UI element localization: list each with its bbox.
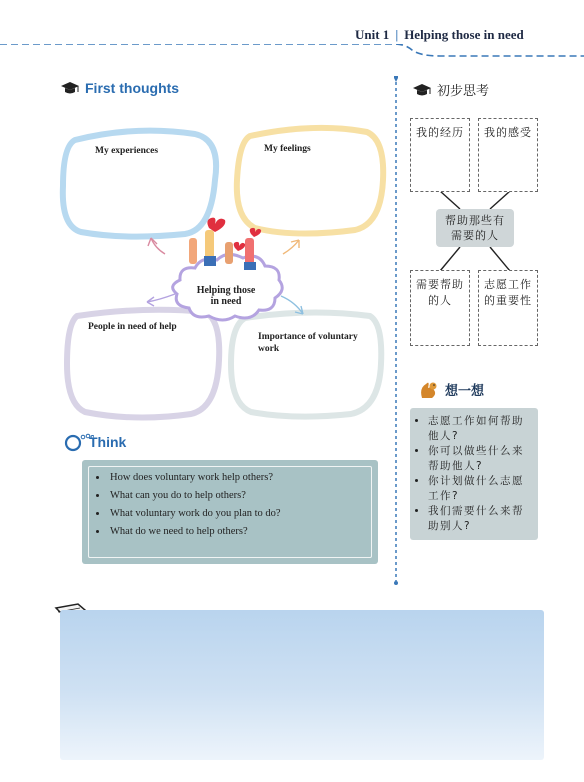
cn-think-title: 想一想: [445, 383, 485, 399]
think-question-4: • What do we need to help others?: [108, 526, 281, 537]
cn-people-line1: 需要帮助: [416, 278, 464, 291]
think-question-list: [94, 472, 281, 544]
squirrel-icon: [418, 378, 440, 400]
importance-label-line2: work: [258, 344, 280, 354]
think-question-1: • How does voluntary work help others?: [108, 472, 281, 483]
experiences-label: My experiences: [95, 146, 159, 156]
center-label-line2: in need: [210, 296, 242, 307]
mind-map: [55, 120, 395, 430]
arrow-to-people: [147, 294, 175, 302]
cn-center-box: [436, 209, 514, 247]
cn-experience-box: 我的经历: [410, 118, 470, 192]
feelings-label: My feelings: [264, 144, 311, 154]
cn-think-question-4: • 我们需要什么来帮助别人?: [428, 504, 534, 533]
graduation-cap-icon: [60, 80, 80, 96]
cn-think-questions-box: [410, 408, 538, 540]
header-dashed-line: [0, 44, 584, 74]
cn-center-line2: 需要的人: [451, 229, 499, 242]
arrow-to-feelings: [283, 240, 299, 254]
cn-importance-line2: 的重要性: [484, 294, 532, 307]
cn-importance-line1: 志愿工作: [484, 278, 532, 291]
think-questions-box: [82, 460, 378, 564]
think-question-2: • What can you do to help others?: [108, 490, 281, 501]
cn-center-line1: 帮助那些有: [445, 214, 505, 227]
unit-title-text: Helping those in need: [404, 27, 524, 42]
cn-first-thoughts-heading: [412, 80, 489, 99]
graduation-cap-icon: [412, 82, 432, 98]
importance-label-line1: Importance of voluntary: [258, 332, 358, 342]
think-heading: [64, 432, 126, 452]
first-thoughts-heading: [60, 80, 179, 96]
cn-think-question-2: • 你可以做些什么来帮助他人?: [428, 444, 534, 473]
cn-people-box: [410, 270, 470, 346]
people-label: People in need of help: [88, 322, 177, 332]
cn-first-thoughts-title: 初步思考: [437, 84, 490, 99]
column-divider: [394, 76, 398, 586]
cn-importance-box: [478, 270, 538, 346]
writing-area[interactable]: [60, 610, 544, 760]
center-label: [186, 285, 266, 307]
unit-heading: [355, 27, 524, 43]
importance-bubble: [231, 312, 381, 416]
unit-separator: |: [395, 27, 399, 42]
first-thoughts-title: First thoughts: [85, 80, 180, 96]
think-question-3: • What voluntary work do you plan to do?: [108, 508, 281, 519]
cn-think-question-3: • 你计划做什么志愿工作?: [428, 474, 534, 503]
cn-feeling-box: 我的感受: [478, 118, 538, 192]
cn-people-line2: 的人: [428, 294, 452, 307]
center-label-line1: Helping those: [196, 285, 256, 296]
cn-think-question-1: • 志愿工作如何帮助他人?: [428, 414, 534, 443]
importance-label: [258, 331, 358, 355]
think-title: Think: [89, 434, 127, 450]
cn-think-question-list: [416, 414, 534, 534]
cn-think-heading: [418, 378, 484, 400]
unit-number: Unit 1: [355, 27, 390, 42]
